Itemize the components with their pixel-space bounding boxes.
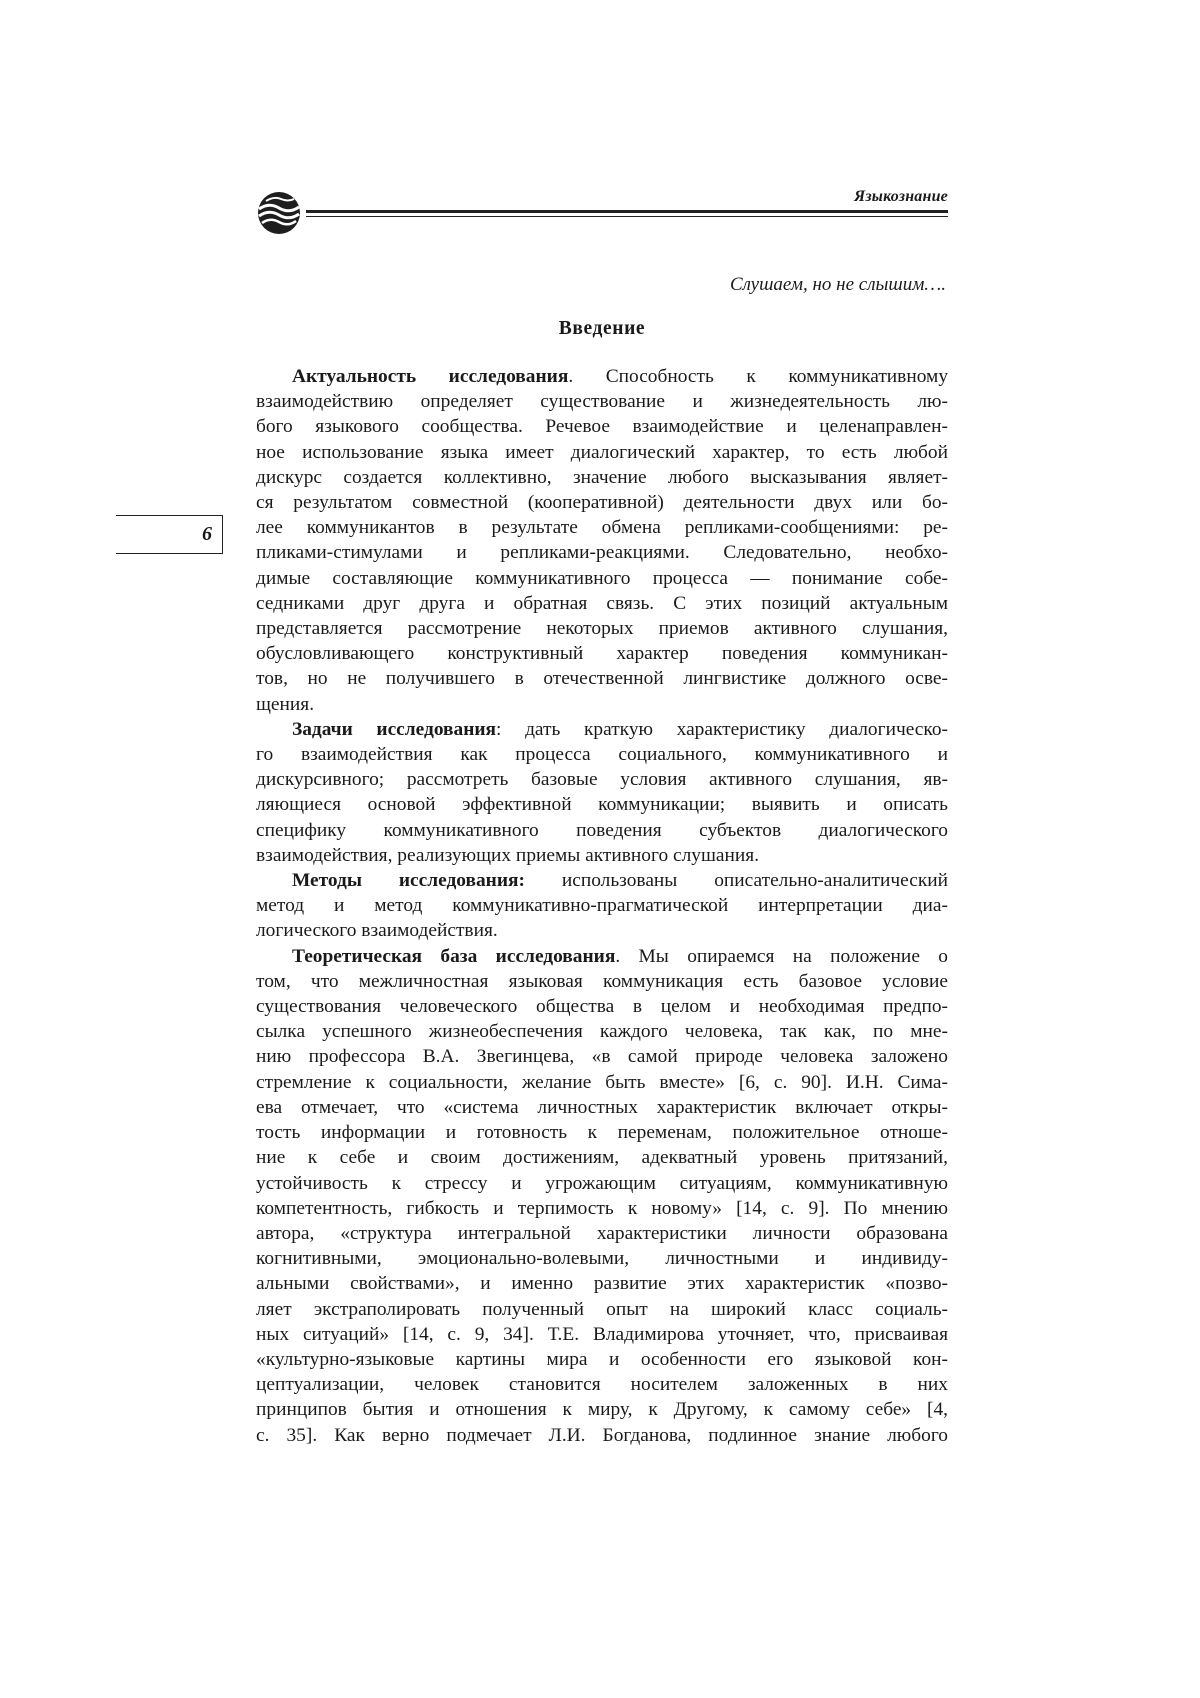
text-line	[256, 490, 948, 515]
text-line	[256, 692, 948, 717]
text-line	[256, 566, 948, 591]
text-line	[256, 515, 948, 540]
text-run: с. 35]. Как верно подмечает Л.И. Богданова, подлинное знание любого	[256, 1424, 948, 1446]
text-run: устойчивость к стрессу и угрожающим ситуациям, коммуникативную	[256, 1172, 948, 1194]
text-line	[256, 742, 948, 767]
section-title: Введение	[558, 318, 646, 339]
text-line	[256, 944, 948, 969]
text-line	[256, 465, 948, 490]
text-line	[256, 1271, 948, 1296]
text-line	[256, 1221, 948, 1246]
text-run: когнитивными, эмоционально-волевыми, личностными и индивиду-	[256, 1248, 948, 1270]
text-line	[256, 792, 948, 817]
text-line	[256, 1423, 948, 1448]
text-line	[256, 994, 948, 1019]
text-run: стремление к социальности, желание быть вместе» [6, с. 90]. И.Н. Сима-	[256, 1071, 948, 1093]
text-run: пликами-стимулами и репликами-реакциями. Следовательно, необхо-	[256, 542, 948, 564]
body-text	[256, 364, 948, 1448]
text-run: нию профессора В.А. Звегинцева, «в самой природе человека заложено	[256, 1046, 948, 1068]
text-run: димые составляющие коммуникативного процесса — понимание собе-	[256, 567, 948, 589]
text-run: взаимодействия, реализующих приемы активного слушания.	[256, 844, 760, 866]
page-number-box	[116, 515, 223, 554]
text-line	[256, 666, 948, 691]
text-run: взаимодействию определяет существование и жизнедеятельность лю-	[256, 391, 948, 413]
header-rule-thick	[306, 210, 948, 213]
text-run: го взаимодействия как процесса социального, коммуникативного и	[256, 744, 948, 766]
text-run: тов, но не получившего в отечественной лингвистике должного осве-	[256, 668, 948, 690]
text-line	[256, 1372, 948, 1397]
text-run: том, что межличностная языковая коммуникация есть базовое условие	[256, 970, 948, 992]
text-run: принципов бытия и отношения к миру, к Другому, к самому себе» [4,	[256, 1399, 948, 1421]
text-line	[256, 540, 948, 565]
text-run: : дать краткую характеристику диалогическо-	[496, 718, 948, 740]
text-run: ние к себе и своим достижениям, адекватный уровень притязаний,	[256, 1147, 948, 1169]
text-run: ное использование языка имеет диалогический характер, то есть любой	[256, 441, 948, 463]
text-line	[256, 893, 948, 918]
text-run: цептуализации, человек становится носителем заложенных в них	[256, 1374, 948, 1396]
text-run: «культурно-языковые картины мира и особенности его языковой кон-	[256, 1348, 948, 1370]
text-line	[256, 591, 948, 616]
wave-globe-logo-icon	[256, 190, 302, 236]
text-run: автора, «структура интегральной характеристики личности образована	[256, 1222, 948, 1244]
text-line	[256, 1171, 948, 1196]
header-rule-thin	[306, 216, 948, 217]
text-line	[256, 868, 948, 893]
text-line	[256, 389, 948, 414]
text-run: седниками друг друга и обратная связь. С этих позиций актуальным	[256, 592, 948, 614]
text-run: ева отмечает, что «система личностных характеристик включает откры-	[256, 1096, 948, 1118]
text-line	[256, 1347, 948, 1372]
bold-heading-run: Задачи исследования	[292, 718, 497, 740]
text-line	[256, 641, 948, 666]
text-run: использованы описательно-аналитический	[524, 870, 949, 892]
text-line	[256, 616, 948, 641]
text-run: сылка успешного жизнеобеспечения каждого человека, так как, по мне-	[256, 1021, 948, 1043]
text-run: . Способность к коммуникативному	[568, 366, 949, 387]
text-line	[256, 767, 948, 792]
text-run: обусловливающего конструктивный характер поведения коммуникан-	[256, 643, 948, 665]
text-run: дискурсивного; рассмотреть базовые условия активного слушания, яв-	[256, 769, 948, 791]
text-line	[256, 1019, 948, 1044]
text-run: представляется рассмотрение некоторых приемов активного слушания,	[256, 618, 948, 640]
text-line	[256, 364, 948, 389]
text-run: существования человеческого общества в целом и необходимая предпо-	[256, 996, 948, 1018]
bold-heading-run: Актуальность исследования	[292, 366, 569, 387]
text-line	[256, 1044, 948, 1069]
text-run: ных ситуаций» [14, с. 9, 34]. Т.Е. Владимирова уточняет, что, присваивая	[256, 1323, 948, 1345]
running-title: Языкознание	[854, 188, 948, 205]
epigraph: Слушаем, но не слышим….	[729, 274, 946, 295]
text-run: ся результатом совместной (кооперативной) деятельности двух или бо-	[256, 492, 948, 514]
text-line	[256, 1297, 948, 1322]
text-line	[256, 1095, 948, 1120]
text-run: дискурс создается коллективно, значение любого высказывания являет-	[256, 466, 948, 488]
text-line	[256, 1322, 948, 1347]
text-run: . Мы опираемся на положение о	[615, 945, 948, 967]
text-line	[256, 1397, 948, 1422]
text-run: ляющиеся основой эффективной коммуникации; выявить и описать	[256, 794, 948, 816]
text-run: ляет экстраполировать полученный опыт на широкий класс социаль-	[256, 1298, 948, 1320]
text-run: специфику коммуникативного поведения субъектов диалогического	[256, 819, 948, 841]
text-run: альными свойствами», и именно развитие этих характеристик «позво-	[256, 1273, 948, 1295]
text-run: метод и метод коммуникативно-прагматической интерпретации диа-	[256, 895, 948, 917]
page-number: 6	[202, 523, 212, 545]
text-run: щения.	[256, 693, 315, 715]
text-run: логического взаимодействия.	[256, 920, 498, 942]
text-line	[256, 440, 948, 465]
text-line	[256, 1246, 948, 1271]
text-line	[256, 1120, 948, 1145]
text-line	[256, 1196, 948, 1221]
text-run: компетентность, гибкость и терпимость к новому» [14, с. 9]. По мнению	[256, 1197, 948, 1219]
bold-heading-run: Методы исследования:	[292, 870, 525, 892]
text-run: лее коммуникантов в результате обмена репликами-сообщениями: ре-	[256, 517, 948, 539]
text-line	[256, 717, 948, 742]
text-run: тость информации и готовность к переменам, положительное отноше-	[256, 1122, 948, 1144]
text-line	[256, 1070, 948, 1095]
text-line	[256, 843, 948, 868]
text-run: бого языкового сообщества. Речевое взаимодействие и целенаправлен-	[256, 416, 948, 438]
text-line	[256, 918, 948, 943]
text-line	[256, 414, 948, 439]
text-line	[256, 1145, 948, 1170]
bold-heading-run: Теоретическая база исследования	[292, 945, 616, 967]
text-line	[256, 818, 948, 843]
text-line	[256, 969, 948, 994]
